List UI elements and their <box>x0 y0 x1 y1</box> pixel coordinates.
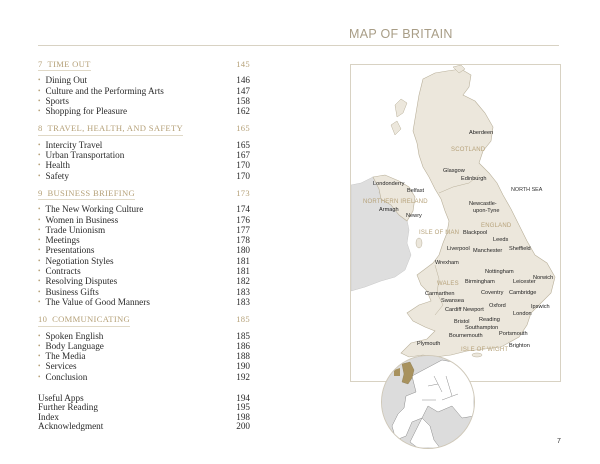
toc-section-8 <box>38 124 250 181</box>
city-carmarthen: Carmarthen <box>425 291 455 297</box>
city-newcastle-line2: upon-Tyne <box>473 208 500 214</box>
sea-label: NORTH SEA <box>511 187 543 193</box>
city-newcastle: Newcastle- <box>469 201 497 207</box>
toc-item[interactable]: • Intercity Travel 165 <box>38 141 250 151</box>
toc-item[interactable]: • Urban Transportation 167 <box>38 151 250 161</box>
toc-item[interactable]: • Dining Out 146 <box>38 76 250 86</box>
toc-item[interactable]: • The New Working Culture 174 <box>38 205 250 215</box>
city-oxford: Oxford <box>489 303 506 309</box>
city-leicester: Leicester <box>513 279 536 285</box>
city-aberdeen: Aberdeen <box>469 130 494 136</box>
section-number: 9 <box>38 187 43 198</box>
city-london: London <box>513 311 532 317</box>
region-isle-of-wight: ISLE OF WIGHT <box>461 347 509 353</box>
toc-item[interactable]: • Shopping for Pleasure 162 <box>38 107 250 117</box>
city-swansea: Swansea <box>441 298 465 304</box>
toc-item[interactable]: Useful Apps 194 <box>38 393 250 404</box>
page-number: 7 <box>557 438 561 445</box>
city-armagh: Armagh <box>379 207 399 213</box>
city-newry: Newry <box>406 213 422 219</box>
city-southampton: Southampton <box>465 325 499 331</box>
toc-item[interactable]: • Business Gifts 183 <box>38 288 250 298</box>
europe-map-graphic <box>382 356 474 448</box>
toc-section-7 <box>38 60 250 117</box>
header-rule <box>38 45 559 46</box>
section-page: 185 <box>236 314 250 325</box>
city-newport: Newport <box>463 307 484 313</box>
city-brighton: Brighton <box>509 343 530 349</box>
city-cambridge: Cambridge <box>509 290 537 296</box>
toc-item[interactable]: • Presentations 180 <box>38 246 250 256</box>
toc-item[interactable]: • Safety 170 <box>38 172 250 182</box>
section-page: 173 <box>236 187 250 198</box>
table-of-contents <box>38 60 250 431</box>
section-number: 7 <box>38 59 43 69</box>
city-birmingham: Birmingham <box>465 279 495 285</box>
city-nottingham: Nottingham <box>485 269 514 275</box>
city-liverpool: Liverpool <box>447 246 470 252</box>
page-title: MAP OF BRITAIN <box>349 27 453 41</box>
toc-item[interactable]: • Services 190 <box>38 362 250 372</box>
region-northern-ireland: NORTHERN IRELAND <box>363 199 428 205</box>
section-heading[interactable] <box>38 315 250 326</box>
region-wales: WALES <box>437 281 459 287</box>
toc-item[interactable]: • Resolving Disputes 182 <box>38 277 250 287</box>
section-number: 8 <box>38 123 43 134</box>
city-wrexham: Wrexham <box>435 260 459 266</box>
toc-item[interactable]: Index 198 <box>38 411 250 422</box>
toc-item[interactable]: • Health 170 <box>38 161 250 171</box>
toc-item[interactable]: Further Reading 195 <box>38 402 250 413</box>
city-sheffield: Sheffield <box>509 246 531 252</box>
city-bristol: Bristol <box>454 319 470 325</box>
region-isle-of-man: ISLE OF MAN <box>419 230 460 236</box>
toc-item[interactable]: • The Value of Good Manners 183 <box>38 298 250 308</box>
section-title: BUSINESS BRIEFING <box>47 187 135 198</box>
section-title: COMMUNICATING <box>52 314 131 325</box>
map-of-britain <box>350 64 561 382</box>
toc-section-9 <box>38 189 250 308</box>
toc-item[interactable]: • Conclusion 192 <box>38 373 250 383</box>
city-leeds: Leeds <box>493 237 509 243</box>
city-norwich: Norwich <box>533 275 554 281</box>
region-scotland: SCOTLAND <box>451 147 486 153</box>
region-england: ENGLAND <box>481 223 512 229</box>
toc-section-10 <box>38 315 250 383</box>
toc-item[interactable]: • Sports 158 <box>38 97 250 107</box>
toc-item[interactable]: • Body Language 186 <box>38 342 250 352</box>
section-page: 165 <box>236 123 250 134</box>
toc-back-matter <box>38 394 250 431</box>
section-title: TRAVEL, HEALTH, AND SAFETY <box>47 123 184 134</box>
europe-locator-globe <box>381 355 475 449</box>
toc-item[interactable]: • Spoken English 185 <box>38 332 250 342</box>
section-title: TIME OUT <box>47 59 91 69</box>
city-edinburgh: Edinburgh <box>461 176 487 182</box>
city-londonderry: Londonderry <box>373 181 405 187</box>
city-bournemouth: Bournemouth <box>449 333 483 339</box>
section-heading[interactable] <box>38 124 250 135</box>
city-coventry: Coventry <box>481 290 504 296</box>
city-cardiff: Cardiff <box>445 307 462 313</box>
city-belfast: Belfast <box>407 188 425 194</box>
toc-item[interactable]: • Negotiation Styles 181 <box>38 257 250 267</box>
section-page: 145 <box>236 59 250 69</box>
section-heading[interactable] <box>38 60 250 71</box>
city-portsmouth: Portsmouth <box>499 331 528 337</box>
city-manchester: Manchester <box>473 248 503 254</box>
city-blackpool: Blackpool <box>463 230 488 236</box>
section-heading[interactable] <box>38 189 250 200</box>
toc-item[interactable]: Acknowledgment 200 <box>38 420 250 431</box>
toc-item[interactable]: • Contracts 181 <box>38 267 250 277</box>
toc-item[interactable]: • Meetings 178 <box>38 236 250 246</box>
city-plymouth: Plymouth <box>417 341 441 347</box>
section-number: 10 <box>38 314 48 325</box>
toc-item[interactable]: • Trade Unionism 177 <box>38 226 250 236</box>
city-ipswich: Ipswich <box>531 304 550 310</box>
toc-item[interactable]: • The Media 188 <box>38 352 250 362</box>
city-reading: Reading <box>479 317 500 323</box>
toc-item[interactable]: • Culture and the Performing Arts 147 <box>38 87 250 97</box>
toc-item[interactable]: • Women in Business 176 <box>38 216 250 226</box>
city-glasgow: Glasgow <box>443 168 465 174</box>
